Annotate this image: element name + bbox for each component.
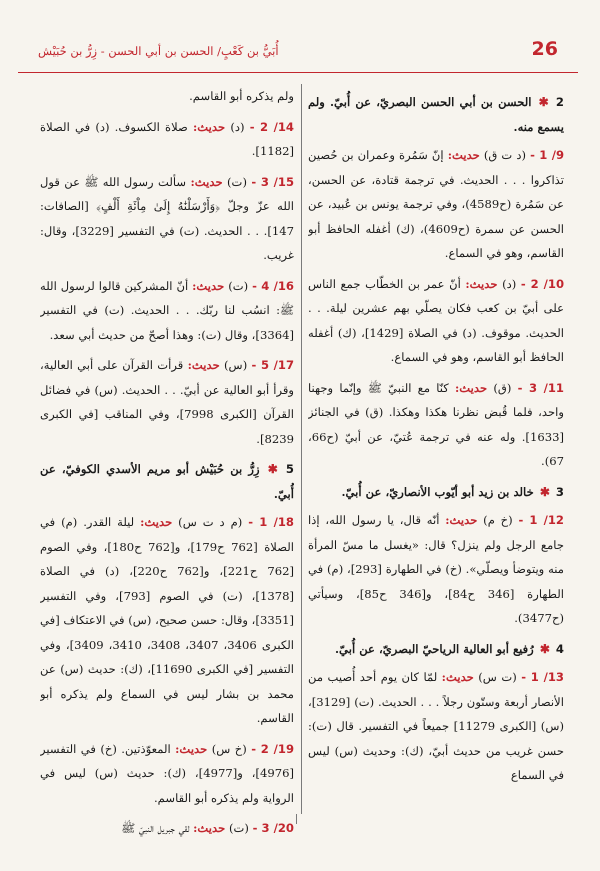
entry-codes: (د): [502, 276, 517, 291]
continuation-text: ولم يذكره أبو القاسم.: [189, 89, 294, 103]
entry-number: 15/ 3 -: [251, 174, 294, 189]
entry-text: كنّا مع النبيّ ﷺ وإنّما وجهنا واحد، فلما قُبض نظرنا هكذا وهكذا. (ق) في الجنائز [1633]. وله عنه في ترجمة عُتيّ، عن أبيّ (ح66، 67).: [308, 380, 564, 468]
entry-codes: (د): [230, 119, 245, 134]
entry-codes: (ت): [227, 174, 247, 189]
entry-text: ليلة القدر. (م) في الصلاة [762 ح179]، و[762 ح180]، وفي الصوم [762 ح221]، و[762 ح220]، (د) في الصلاة [1378]، (ت) في الصوم [793]، وفي التفسير [3351]، وقال: حسن صحيح، (س) في الاعتكاف [في الكبرى 3406، 3407، 3408، 3410، 3409]، وفي التفسير [في الكبرى 11690]، (ك): حديث (س) عن محمد بن بشار ليس في السماع ولم يذكره أبو القاسم.: [40, 515, 294, 725]
hadith-entry-20: [40, 816, 294, 841]
hadith-entry-17: [40, 353, 294, 451]
hadith-entry-18: [40, 510, 294, 731]
page-number: 26: [531, 38, 558, 60]
section-heading-2: [308, 90, 564, 139]
entry-keyword: حديث:: [455, 380, 488, 395]
entry-keyword: حديث:: [193, 119, 226, 134]
left-column: [40, 84, 294, 854]
entry-number: 16/ 4 -: [252, 278, 294, 293]
entry-keyword: حديث:: [192, 278, 225, 293]
entry-number: 11/ 3 -: [517, 380, 564, 395]
entry-text: المعوّذتين. (خ) في التفسير [4976]، و[4977]، (ك): حديث (س) ليس في الرواية ولم يذكره أبو القاسم.: [40, 741, 294, 805]
entry-codes: (خ س): [211, 741, 247, 756]
section-number: 2: [555, 95, 564, 109]
header-rule: [18, 72, 578, 73]
star-icon: ✱: [267, 462, 278, 476]
entry-codes: (ت): [228, 278, 249, 293]
entry-keyword: حديث:: [447, 148, 480, 162]
entry-keyword: حديث:: [190, 174, 223, 189]
section-number: 4: [555, 641, 564, 656]
entry-keyword: حديث:: [441, 670, 474, 684]
entry-codes: (م د ت س): [178, 515, 243, 529]
entry-keyword: حديث:: [187, 358, 220, 372]
star-icon: ✱: [539, 641, 550, 656]
entry-keyword: حديث:: [193, 821, 226, 835]
hadith-entry-14: [40, 115, 294, 164]
entry-text: أنّ المشركين قالوا لرسول الله ﷺ: انسُب لنا ربّك. . . الحديث. (ت) في التفسير [3364]، وقال (ت): وهذا أصحّ من حديث أبي سعد.: [40, 278, 294, 342]
section-number: 5: [285, 462, 294, 476]
page-header: [20, 34, 576, 74]
section-number: 3: [555, 484, 564, 499]
section-heading-3: [308, 480, 564, 505]
star-icon: ✱: [539, 484, 550, 499]
entry-number: 12/ 1 -: [518, 513, 564, 527]
entry-number: 17/ 5 -: [251, 358, 294, 372]
entry-number: 14/ 2 -: [249, 119, 294, 134]
entry-text: صلاة الكسوف. (د) في الصلاة [1182].: [40, 119, 294, 158]
hadith-entry-16: [40, 274, 294, 348]
entry-codes: (د ت ق): [483, 148, 527, 162]
column-divider-end: [296, 814, 307, 824]
entry-codes: (ت): [228, 821, 249, 835]
entry-keyword: حديث:: [445, 513, 478, 527]
entry-codes: (س): [224, 358, 248, 372]
hadith-entry-9: [308, 143, 564, 266]
entry-text: إنّ سَمُرة وعمران بن حُصين تذاكروا . . . الحديث. في ترجمة قتادة، عن الحسن، عن سَمُرة (ح4589)، وفي ترجمة يونس بن عُبيد، عن الحسن عن سمرة (ح4609)، (ك) أغفله الحافظ أبو القاسم، وهو في السماع.: [308, 148, 564, 260]
entry-number: 19/ 2 -: [251, 741, 294, 756]
entry-codes: (ت س): [478, 670, 517, 684]
section-title: زِرُّ بن حُبَيْش أبو مريم الأسدي الكوفيّ، عن أُبيّ.: [40, 462, 294, 501]
section-title: الحسن بن أبي الحسن البصريّ، عن أُبيّ. ولم يسمع منه.: [308, 95, 564, 134]
section-heading-4: [308, 637, 564, 662]
entry-number: 9/ 1 -: [530, 148, 564, 162]
entry-number: 18/ 1 -: [248, 515, 294, 529]
section-heading-5: [40, 457, 294, 506]
hadith-entry-10: [308, 272, 564, 370]
running-title: أُبَيُّ بن كَعْبٍ/ الحسن بن أبي الحسن - زِرُّ بن حُبَيْش: [38, 44, 279, 58]
hadith-entry-12: [308, 508, 564, 631]
entry-text: سألت رسول الله ﷺ عن قول الله عزّ وجلّ ﴿وَأَرْسَلْنَٰهُ إِلَىٰ مِاْئَةِ أَلْفٍ﴾ [الصافات: 147]. . . الحديث. (ت) في التفسير [3229]، وقال: غريب.: [40, 174, 294, 262]
hadith-entry-11: [308, 376, 564, 474]
entry-text: لمّا كان يوم أحد أُصيب من الأنصار أربعة وستّون رجلاً . . . الحديث. (ت) [3129]، (س) [الكبرى 11279] جميعاً في التفسير. قال (ت): حسن غريب من حديث أبيّ، (ك): وحديث (س) ليس في السماع: [308, 670, 564, 782]
hadith-entry-19: [40, 737, 294, 811]
column-divider: [301, 84, 302, 814]
entry-text: أنّ عمر بن الخطّاب جمع الناس على أبيّ بن كعب فكان يصلّي بهم عشرين ليلة. . . الحديث. موقوف. (د) في الصلاة [1429]، (ك) أغفله الحافظ أبو القاسم، وهو في السماع.: [308, 276, 564, 364]
entry-text: لقي جبريل النبيّ ﷺ: [121, 821, 190, 835]
entry-number: 10/ 2 -: [520, 276, 564, 291]
entry-text: قرأت القرآن على أبي العالية، وقرأ أبو العالية عن أبيّ. . . الحديث. (س) في فضائل القرآن [الكبرى 7998]، وفي المناقب [في الكبرى 8239].: [40, 358, 294, 446]
entry-text: أنّه قال، يا رسول الله، إذا جامع الرجل ولم ينزل؟ قال: «يغسل ما مسّ المرأة منه ويتوضأ ويصلّي». (خ) في الطهارة [293]، (م) في الطهارة [346 ح84]، و[346 ح85]، وسيأتي (ح3477).: [308, 513, 564, 625]
entry-keyword: حديث:: [465, 276, 498, 291]
section-title: رُفيع أبو العالية الرياحيّ البصريّ، عن أُبيّ.: [335, 641, 534, 656]
entry-number: 20/ 3 -: [252, 821, 294, 835]
entry-codes: (خ م): [483, 513, 513, 527]
entry-number: 13/ 1 -: [521, 670, 564, 684]
right-column: [308, 84, 564, 854]
section-title: خالد بن زيد أبو أيّوب الأنصاريّ، عن أُبيّ.: [341, 484, 534, 499]
star-icon: ✱: [538, 95, 549, 109]
entry-codes: (ق): [493, 380, 512, 395]
hadith-entry-13: [308, 665, 564, 788]
entry-keyword: حديث:: [140, 515, 173, 529]
entry-keyword: حديث:: [175, 741, 208, 756]
hadith-entry-15: [40, 170, 294, 268]
